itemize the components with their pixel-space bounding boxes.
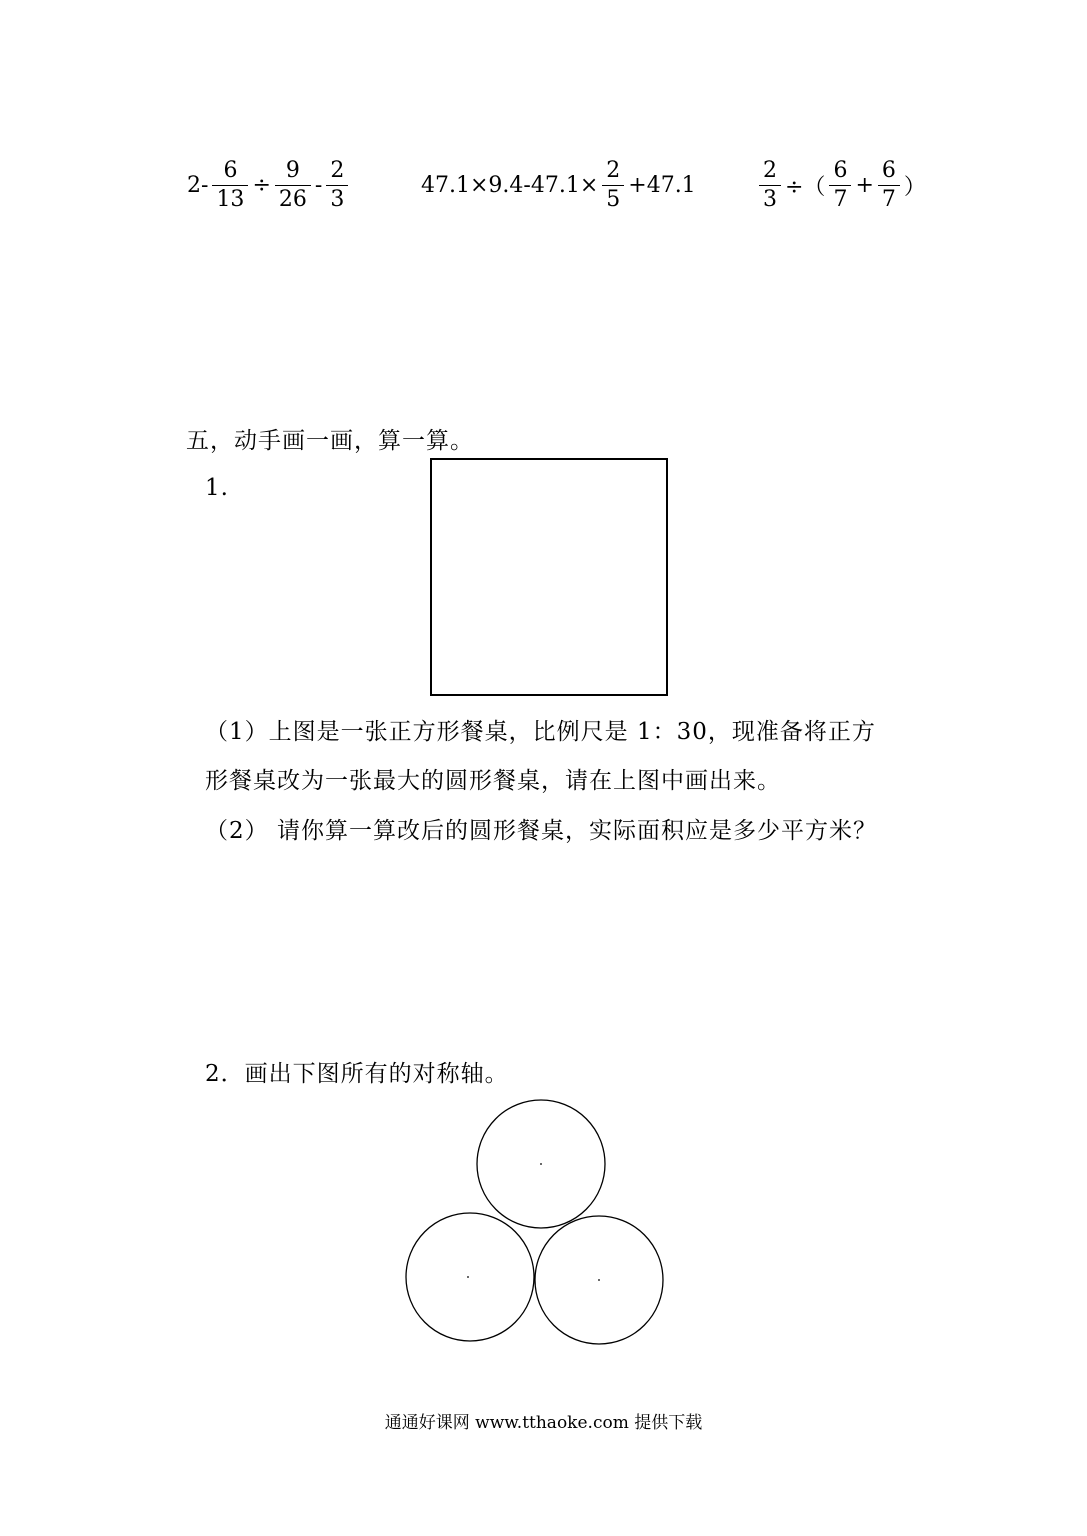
- fraction-numerator: 6: [223, 157, 238, 183]
- expression-1: [186, 150, 351, 220]
- question-2-text: 2．画出下图所有的对称轴。: [205, 1061, 509, 1087]
- math-operator: 47.1×9.4-47.1×: [421, 172, 599, 198]
- fraction-denominator: 7: [881, 186, 896, 212]
- math-operator: -: [314, 172, 323, 198]
- math-operator: +47.1: [628, 172, 696, 198]
- fraction: [829, 157, 851, 214]
- math-operator: ÷: [252, 172, 271, 198]
- fraction-numerator: 6: [881, 157, 896, 183]
- fraction-numerator: 2: [606, 157, 621, 183]
- circle-bottom-right-center: [598, 1279, 600, 1281]
- expression-2: [420, 150, 697, 220]
- fraction-numerator: 6: [833, 157, 848, 183]
- fraction: [759, 157, 781, 214]
- fraction: [326, 157, 348, 214]
- fraction: [602, 157, 624, 214]
- fraction-denominator: 26: [278, 186, 307, 212]
- circle-bottom-left-center: [467, 1276, 469, 1278]
- fraction: [878, 157, 900, 214]
- circle-top-center: [540, 1163, 542, 1165]
- math-operator: ）: [903, 174, 926, 200]
- fraction-denominator: 3: [330, 186, 345, 212]
- question-1-part2: （2） 请你算一算改后的圆形餐桌，实际面积应是多少平方米？: [205, 818, 877, 844]
- fraction: [275, 157, 311, 214]
- question-1-part1-line2: 形餐桌改为一张最大的圆形餐桌，请在上图中画出来。: [205, 768, 781, 794]
- question-1-number: 1.: [205, 475, 229, 501]
- footer-source: 通通好课网 www.tthaoke.com 提供下载: [384, 1413, 703, 1433]
- fraction-denominator: 7: [833, 186, 848, 212]
- fraction-numerator: 2: [330, 157, 345, 183]
- fraction-numerator: 9: [285, 157, 300, 183]
- square-table-figure: [430, 458, 668, 696]
- section-title: 五，动手画一画，算一算。: [186, 428, 474, 454]
- fraction-numerator: 2: [763, 157, 777, 183]
- fraction-denominator: 5: [606, 186, 621, 212]
- circle-bottom-left: [406, 1213, 534, 1341]
- three-circles-figure: [400, 1095, 700, 1355]
- fraction: [212, 157, 248, 214]
- fraction-denominator: 13: [216, 186, 245, 212]
- question-1-part1-line1: （1）上图是一张正方形餐桌，比例尺是 1：30，现准备将正方: [205, 719, 876, 745]
- fraction-denominator: 3: [763, 186, 777, 212]
- math-operator: 2-: [187, 172, 209, 198]
- math-operator: ÷（: [785, 174, 826, 200]
- math-operator: +: [855, 172, 874, 198]
- expression-3: [756, 150, 927, 220]
